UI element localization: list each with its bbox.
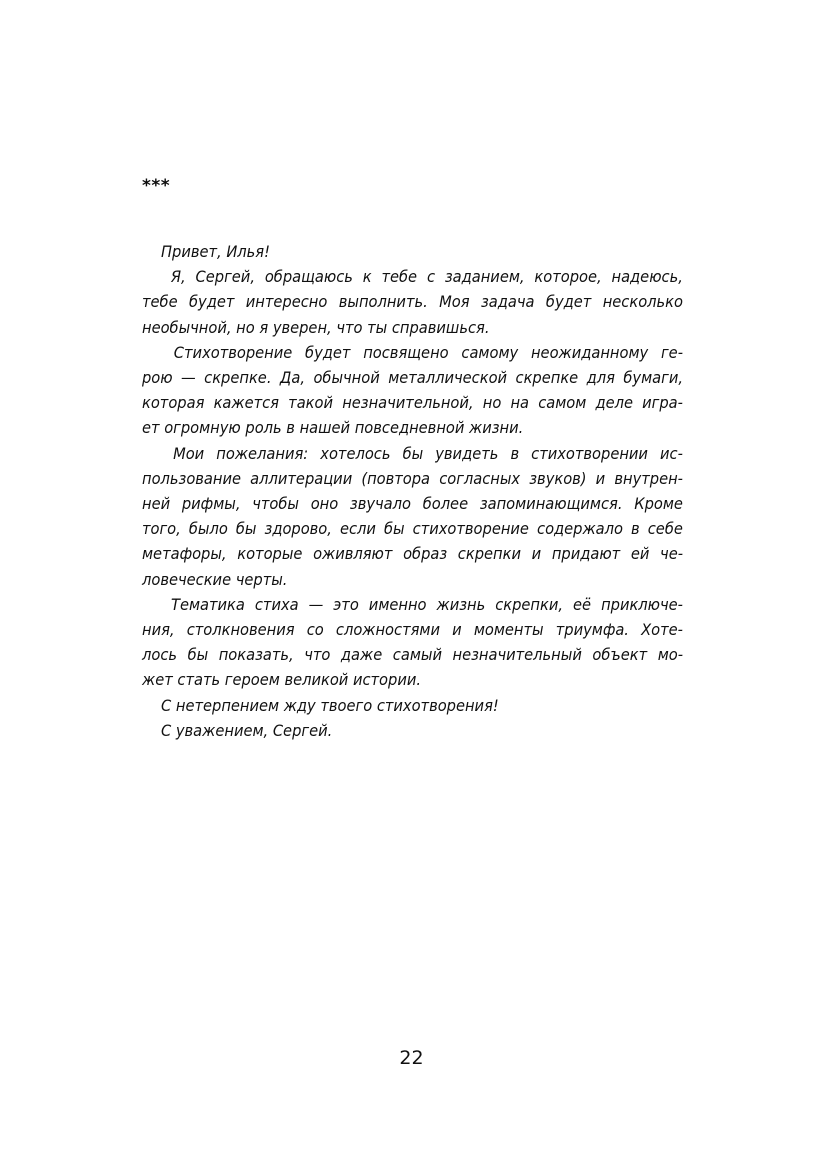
word: того, bbox=[142, 519, 181, 539]
word: стихотворении bbox=[531, 443, 648, 463]
word: ей bbox=[630, 544, 650, 564]
page-number: 22 bbox=[399, 1047, 424, 1069]
word: и bbox=[531, 544, 542, 564]
word: скрепке. bbox=[204, 368, 272, 388]
text-line bbox=[142, 667, 683, 692]
paragraph bbox=[142, 239, 683, 264]
word: Кроме bbox=[634, 494, 683, 514]
word: будет bbox=[189, 292, 235, 312]
word: будет bbox=[545, 292, 592, 312]
word: бумаги, bbox=[623, 368, 683, 388]
word: которая bbox=[142, 393, 205, 413]
line-text: С уважением, Сергей. bbox=[161, 720, 333, 740]
word: объект bbox=[592, 645, 648, 665]
word: Моя bbox=[439, 292, 470, 312]
word: именно bbox=[368, 594, 427, 614]
text-line bbox=[142, 239, 683, 264]
word: моменты bbox=[473, 620, 544, 640]
word: со bbox=[306, 620, 324, 640]
word: — bbox=[181, 368, 196, 388]
text-line bbox=[142, 365, 683, 390]
word: обращаюсь bbox=[264, 267, 353, 287]
line-text: жет стать героем великой истории. bbox=[142, 670, 421, 690]
word: пользование bbox=[142, 468, 242, 488]
paragraph-indent bbox=[142, 592, 161, 617]
text-column bbox=[142, 176, 683, 743]
word: скрепке bbox=[515, 368, 579, 388]
word: метафоры, bbox=[142, 544, 227, 564]
word: ге- bbox=[660, 342, 683, 362]
word: незначительной, bbox=[342, 393, 474, 413]
word: надеюсь, bbox=[611, 267, 683, 287]
word: увидеть bbox=[435, 443, 499, 463]
word: показать, bbox=[218, 645, 294, 665]
word: самый bbox=[392, 645, 442, 665]
word: что bbox=[304, 645, 331, 665]
paragraph-indent bbox=[142, 340, 161, 365]
word: Тематика bbox=[171, 594, 245, 614]
word: но bbox=[482, 393, 502, 413]
word: и bbox=[595, 468, 606, 488]
text-line bbox=[142, 315, 683, 340]
word: даже bbox=[340, 645, 383, 665]
word: — bbox=[308, 594, 324, 614]
word: Мои bbox=[173, 443, 205, 463]
paragraph bbox=[142, 264, 683, 340]
text-line bbox=[142, 340, 683, 365]
word: тебе bbox=[381, 267, 418, 287]
word: выполнить. bbox=[338, 292, 428, 312]
text-line bbox=[142, 390, 683, 415]
word: сложностями bbox=[335, 620, 440, 640]
text-line bbox=[142, 466, 683, 491]
word: которые bbox=[237, 544, 303, 564]
word: и bbox=[452, 620, 462, 640]
word: придают bbox=[551, 544, 621, 564]
word: было bbox=[188, 519, 228, 539]
word: согласных bbox=[439, 468, 521, 488]
word: незначительный bbox=[452, 645, 582, 665]
word: несколько bbox=[602, 292, 683, 312]
word: с bbox=[426, 267, 435, 287]
word: если bbox=[339, 519, 376, 539]
word: триумфа. bbox=[555, 620, 629, 640]
word: деле bbox=[595, 393, 633, 413]
word: Стихотворение bbox=[173, 342, 293, 362]
text-line bbox=[142, 541, 683, 566]
word: стиха bbox=[254, 594, 299, 614]
text-line bbox=[142, 289, 683, 314]
paragraph-indent bbox=[142, 264, 161, 289]
word: себе bbox=[647, 519, 683, 539]
word: её bbox=[573, 594, 592, 614]
paragraph bbox=[142, 693, 683, 718]
word: содержало bbox=[537, 519, 623, 539]
word: это bbox=[333, 594, 359, 614]
word: бы bbox=[384, 519, 405, 539]
paragraph bbox=[142, 441, 683, 592]
paragraph-indent bbox=[142, 441, 161, 466]
text-line bbox=[142, 264, 683, 289]
word: оно bbox=[310, 494, 339, 514]
word: для bbox=[586, 368, 615, 388]
word: бы bbox=[402, 443, 424, 463]
text-line bbox=[142, 491, 683, 516]
word: бы bbox=[187, 645, 209, 665]
word: ней bbox=[142, 494, 171, 514]
word: заданием, bbox=[444, 267, 525, 287]
word: столкновения bbox=[186, 620, 295, 640]
word: игра- bbox=[642, 393, 683, 413]
word: (повтора bbox=[361, 468, 431, 488]
word: ния, bbox=[142, 620, 175, 640]
word: кажется bbox=[213, 393, 279, 413]
word: на bbox=[510, 393, 530, 413]
paragraph bbox=[142, 592, 683, 693]
word: рифмы, bbox=[181, 494, 241, 514]
word: в bbox=[631, 519, 640, 539]
word: в bbox=[510, 443, 520, 463]
word: жизнь bbox=[436, 594, 486, 614]
line-text: необычной, но я уверен, что ты справишься. bbox=[142, 317, 490, 337]
paragraph bbox=[142, 718, 683, 743]
word: к bbox=[362, 267, 372, 287]
word: которое, bbox=[534, 267, 602, 287]
word: более bbox=[422, 494, 469, 514]
word: Да, bbox=[279, 368, 305, 388]
text-line bbox=[142, 516, 683, 541]
word: здорово, bbox=[264, 519, 332, 539]
word: задача bbox=[481, 292, 535, 312]
word: тебе bbox=[142, 292, 178, 312]
text-line bbox=[142, 693, 683, 718]
word: такой bbox=[288, 393, 334, 413]
word: бы bbox=[235, 519, 257, 539]
line-text: ловеческие черты. bbox=[142, 569, 288, 589]
word: хотелось bbox=[320, 443, 391, 463]
word: самому bbox=[461, 342, 519, 362]
word: приключе- bbox=[601, 594, 683, 614]
text-line bbox=[142, 567, 683, 592]
word: че- bbox=[660, 544, 683, 564]
text-line bbox=[142, 718, 683, 743]
word: звуков) bbox=[529, 468, 587, 488]
word: лось bbox=[142, 645, 178, 665]
word: стихотворение bbox=[412, 519, 529, 539]
word: обычной bbox=[313, 368, 380, 388]
word: чтобы bbox=[252, 494, 299, 514]
word: аллитерации bbox=[250, 468, 353, 488]
word: интересно bbox=[245, 292, 328, 312]
word: Сергей, bbox=[195, 267, 255, 287]
word: пожелания: bbox=[216, 443, 309, 463]
word: внутрен- bbox=[614, 468, 683, 488]
word: металлической bbox=[388, 368, 508, 388]
word: звучало bbox=[349, 494, 411, 514]
word: рою bbox=[142, 368, 173, 388]
word: Хоте- bbox=[641, 620, 683, 640]
word: будет bbox=[305, 342, 351, 362]
section-divider-asterisks: *** bbox=[142, 176, 171, 196]
word: неожиданному bbox=[530, 342, 649, 362]
letter-body bbox=[142, 239, 683, 743]
word: скрепки, bbox=[495, 594, 564, 614]
line-text: Привет, Илья! bbox=[161, 242, 270, 261]
word: мо- bbox=[657, 645, 683, 665]
text-line bbox=[142, 441, 683, 466]
word: Я, bbox=[170, 267, 186, 287]
paragraph bbox=[142, 340, 683, 441]
text-line bbox=[142, 642, 683, 667]
text-line bbox=[142, 592, 683, 617]
word: посвящено bbox=[363, 342, 449, 362]
word: запоминающимся. bbox=[479, 494, 623, 514]
word: ис- bbox=[660, 443, 683, 463]
line-text: ет огромную роль в нашей повседневной жизни. bbox=[142, 418, 524, 438]
text-line bbox=[142, 415, 683, 440]
word: образ bbox=[403, 544, 448, 564]
word: скрепки bbox=[457, 544, 521, 564]
word: оживляют bbox=[313, 544, 393, 564]
line-text: С нетерпением жду твоего стихотворения! bbox=[161, 695, 499, 715]
text-line bbox=[142, 617, 683, 642]
word: самом bbox=[538, 393, 587, 413]
